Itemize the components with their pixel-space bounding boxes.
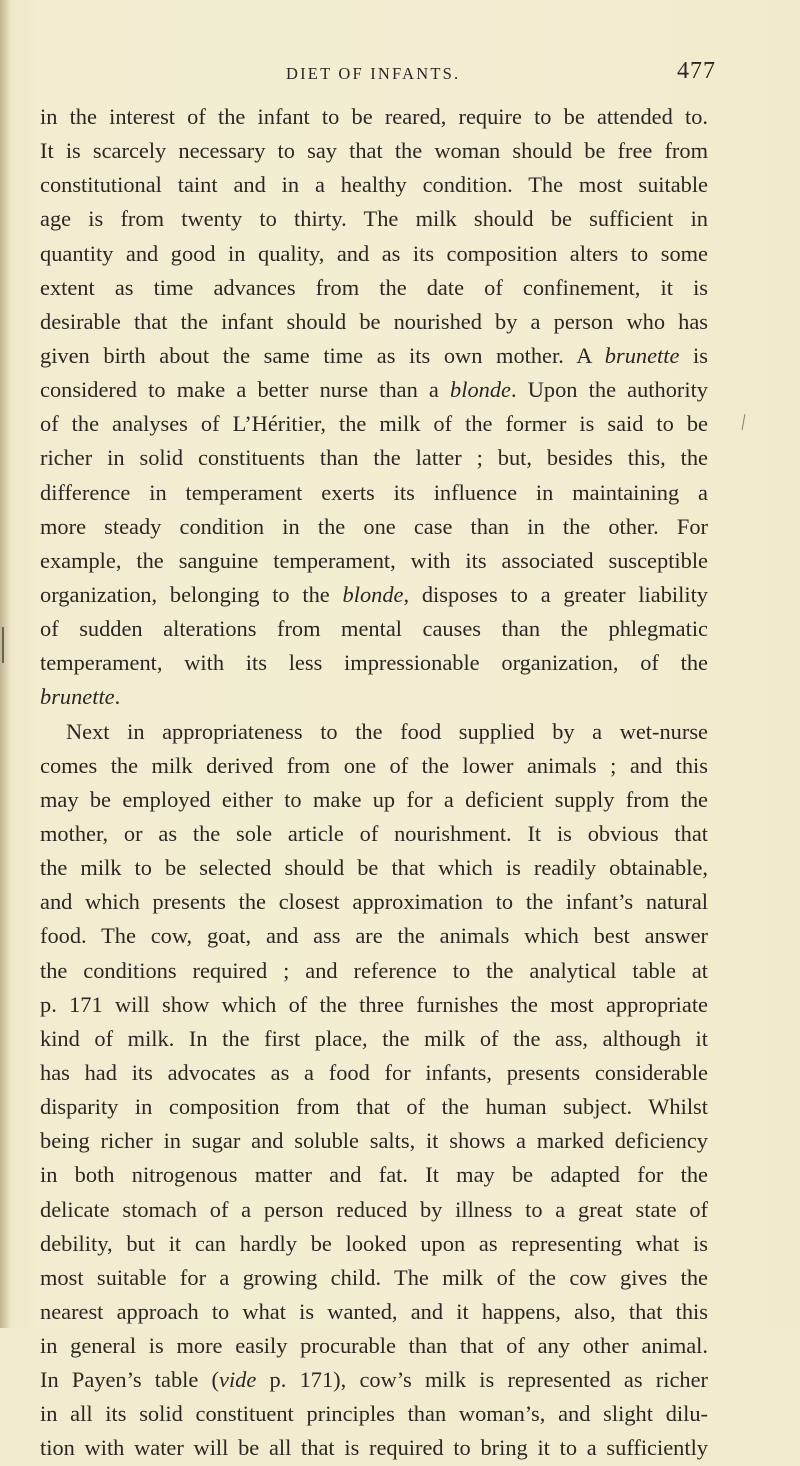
line-text: in the interest of the infant to be reared, require to be attended to. xyxy=(40,104,708,129)
line-text: mother, or as the sole article of nourishment. It is obvious that xyxy=(40,820,708,846)
margin-mark xyxy=(2,627,4,663)
text-line xyxy=(40,544,708,578)
text-line xyxy=(40,919,708,953)
line-text: disparity in composition from that of the human subject. Whilst xyxy=(40,1094,708,1120)
line-text: of the analyses of L’Héritier, the milk of the former is said to be xyxy=(40,411,708,437)
text-line xyxy=(40,1295,708,1329)
text-line xyxy=(40,339,708,373)
text-line xyxy=(40,168,708,202)
line-text: It is scarcely necessary to say that the woman should be free from xyxy=(40,138,708,164)
line-text: example, the sanguine temperament, with its associated susceptible xyxy=(40,547,708,573)
text-line xyxy=(40,1397,708,1431)
text-line xyxy=(40,476,708,510)
line-text: organization, belonging to the xyxy=(40,581,343,607)
italic-term: brunette xyxy=(604,342,680,368)
line-text: difference in temperament exerts its influence in maintaining a xyxy=(40,479,708,505)
text-line xyxy=(40,612,708,646)
line-text-after: is xyxy=(679,342,708,368)
text-line xyxy=(40,441,708,475)
text-line xyxy=(40,1193,708,1227)
line-text: given birth about the same time as its own mother. A xyxy=(40,342,605,368)
text-line xyxy=(40,134,708,168)
text-line xyxy=(40,1090,708,1124)
line-text: richer in solid constituents than the latter ; but, besides this, the xyxy=(40,445,708,471)
text-line xyxy=(40,305,708,339)
line-text: in both nitrogenous matter and fat. It may be adapted for the xyxy=(40,1162,708,1188)
page-number: 477 xyxy=(677,58,716,84)
text-line xyxy=(40,271,708,305)
line-text: Next in appropriateness to the food supplied by a wet-nurse xyxy=(66,718,708,744)
line-text: debility, but it can hardly be looked upon as representing what is xyxy=(40,1230,708,1256)
line-text: in all its solid constituent principles than woman’s, and slight dilu- xyxy=(40,1401,708,1427)
gutter-shadow xyxy=(0,0,10,1328)
line-text: In Payen’s table ( xyxy=(40,1367,220,1393)
text-line xyxy=(40,1431,708,1465)
text-line xyxy=(40,510,708,544)
line-text: being richer in sugar and soluble salts, it shows a marked deficiency xyxy=(40,1128,708,1154)
text-line xyxy=(40,954,708,988)
line-text: comes the milk derived from one of the lower animals ; and this xyxy=(40,752,708,778)
text-line xyxy=(40,407,708,441)
text-line xyxy=(40,783,708,817)
text-line xyxy=(40,1124,708,1158)
line-text: most suitable for a growing child. The milk of the cow gives the xyxy=(40,1264,708,1290)
line-text: delicate stomach of a person reduced by illness to a great state of xyxy=(40,1196,708,1222)
line-text-after: , disposes to a greater liability xyxy=(403,581,708,607)
text-line xyxy=(40,749,708,783)
line-text: has had its advocates as a food for infants, presents considerable xyxy=(40,1059,708,1085)
line-text: p. 171 will show which of the three furnishes the most appropriate xyxy=(40,991,708,1017)
line-text: food. The cow, goat, and ass are the animals which best answer xyxy=(40,923,708,949)
text-line xyxy=(40,1022,708,1056)
text-line xyxy=(40,100,708,134)
text-line xyxy=(40,1158,708,1192)
text-line xyxy=(40,1261,708,1295)
text-line xyxy=(40,646,708,680)
running-head: DIET OF INFANTS. xyxy=(286,64,461,83)
line-text: may be employed either to make up for a deficient supply from the xyxy=(40,786,708,812)
italic-term: blonde xyxy=(450,377,511,403)
line-text: kind of milk. In the first place, the milk of the ass, although it xyxy=(40,1025,708,1051)
line-text: in general is more easily procurable than that of any other animal. xyxy=(40,1333,708,1359)
text-line xyxy=(40,817,708,851)
italic-term: brunette xyxy=(40,684,115,710)
line-text: considered to make a better nurse than a xyxy=(40,377,451,403)
line-text: more steady condition in the one case than in the other. For xyxy=(40,513,708,539)
page-header xyxy=(286,58,716,88)
text-line xyxy=(40,1056,708,1090)
text-line xyxy=(40,237,708,271)
margin-mark xyxy=(742,414,746,430)
line-text: desirable that the infant should be nourished by a person who has xyxy=(40,308,708,334)
text-line xyxy=(40,715,708,749)
line-text: extent as time advances from the date of confinement, it is xyxy=(40,274,708,300)
line-text-after: . xyxy=(114,684,121,710)
line-text: the conditions required ; and reference to the analytical table at xyxy=(40,957,708,983)
text-line xyxy=(40,680,708,714)
line-text: of sudden alterations from mental causes than the phlegmatic xyxy=(40,616,708,642)
line-text-after: . Upon the authority xyxy=(510,377,708,403)
line-text: quantity and good in quality, and as its composition alters to some xyxy=(40,240,708,266)
line-text: nearest approach to what is wanted, and it happens, also, that this xyxy=(40,1298,708,1324)
line-text: and which presents the closest approximation to the infant’s natural xyxy=(40,889,708,915)
line-text: temperament, with its less impressionable organization, of the xyxy=(40,650,708,676)
text-line xyxy=(40,373,708,407)
text-line xyxy=(40,851,708,885)
line-text: the milk to be selected should be that which is readily obtainable, xyxy=(40,855,708,881)
text-line xyxy=(40,202,708,236)
line-text: constitutional taint and in a healthy condition. The most suitable xyxy=(40,172,708,198)
body-text xyxy=(40,100,708,1466)
text-line xyxy=(40,1227,708,1261)
line-text-after: p. 171), cow’s milk is represented as richer xyxy=(256,1367,708,1393)
italic-term: blonde xyxy=(342,581,404,607)
text-line xyxy=(40,1363,708,1397)
line-text: tion with water will be all that is required to bring it to a sufficiently xyxy=(40,1435,708,1461)
italic-term: vide xyxy=(219,1367,257,1393)
text-line xyxy=(40,1329,708,1363)
text-line xyxy=(40,578,708,612)
line-text: age is from twenty to thirty. The milk should be sufficient in xyxy=(40,206,708,232)
text-line xyxy=(40,988,708,1022)
text-line xyxy=(40,885,708,919)
